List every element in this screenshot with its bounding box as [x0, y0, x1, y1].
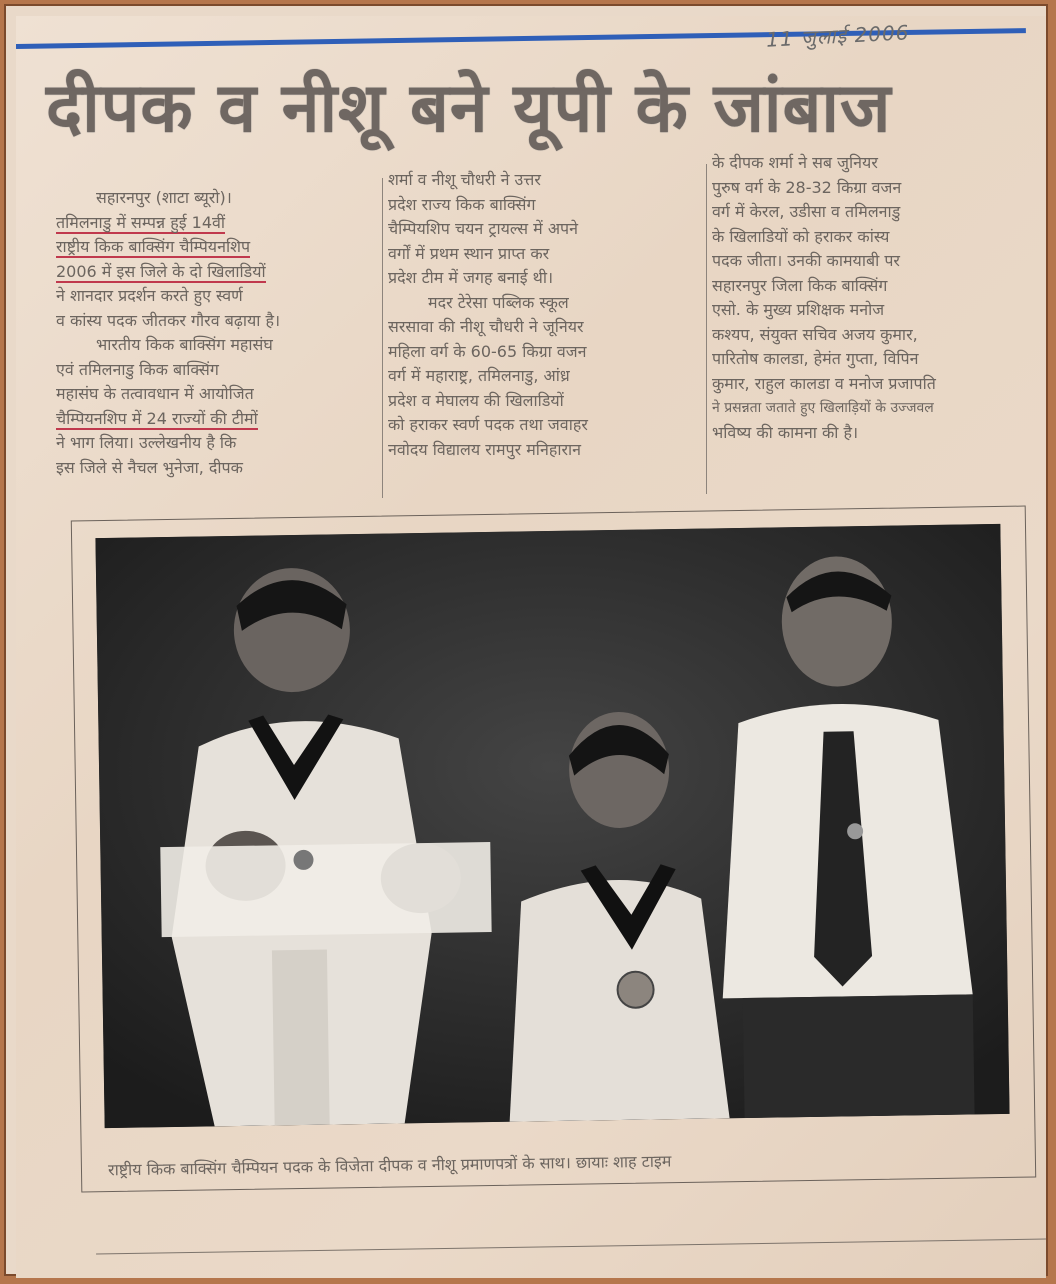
- text-line: के खिलाडियों को हराकर कांस्य: [712, 226, 890, 246]
- text-line: महासंघ के तत्वावधान में आयोजित: [56, 384, 254, 403]
- headline: दीपक व नीशू बने यूपी के जांबाज: [46, 69, 892, 148]
- text-line: को हराकर स्वर्ण पदक तथा जवाहर: [388, 415, 588, 434]
- article-column-1: [56, 186, 376, 480]
- text-line: प्रदेश राज्य किक बाक्सिंग: [388, 194, 536, 214]
- text-line: सरसावा की नीशू चौधरी ने जूनियर: [388, 317, 584, 336]
- text-line: तमिलनाडु में सम्पन्न हुई 14वीं: [56, 212, 226, 232]
- text-line: कश्यप, संयुक्त सचिव अजय कुमार,: [712, 324, 918, 344]
- handwritten-date: 11 जुलाई 2006: [765, 20, 911, 52]
- text-line: वर्ग में केरल, उडीसा व तमिलनाडु: [712, 202, 901, 221]
- text-line: ने प्रसन्नता जताते हुए खिलाड़ियों के उज्जवल: [712, 400, 934, 416]
- text-line: ने शानदार प्रदर्शन करते हुए स्वर्ण: [56, 286, 243, 305]
- text-line: वर्ग में महाराष्ट्र, तमिलनाडु, आंध्र: [388, 366, 570, 385]
- text-line: चैम्पियशिप चयन ट्रायल्स में अपने: [388, 219, 579, 238]
- text-line: भविष्य की कामना की है।: [712, 422, 859, 442]
- text-line: पुरुष वर्ग के 28-32 किग्रा वजन: [712, 177, 902, 197]
- text-line: चैम्पियनशिप में 24 राज्यों की टीमों: [56, 408, 258, 428]
- text-line: भारतीय किक बाक्सिंग महासंघ: [96, 335, 273, 354]
- photo-caption: राष्ट्रीय किक बाक्सिंग चैम्पियन पदक के विजेता दीपक व नीशू प्रमाणपत्रों के साथ। छायाः शाह टाइम: [107, 1151, 672, 1180]
- clipping-frame: [4, 4, 1048, 1276]
- text-line: सहारनपुर (शाटा ब्यूरो)।: [96, 188, 232, 207]
- text-line: ने भाग लिया। उल्लेखनीय है कि: [56, 433, 237, 452]
- column-divider: [706, 164, 707, 494]
- text-line: पदक जीता। उनकी कामयाबी पर: [712, 251, 900, 270]
- newspaper-clipping: [16, 16, 1046, 1278]
- text-line: 2006 में इस जिले के दो खिलाडियों: [56, 261, 266, 281]
- article-column-3: [712, 151, 1030, 445]
- text-line: प्रदेश टीम में जगह बनाई थी।: [388, 268, 554, 287]
- text-line: के दीपक शर्मा ने सब जुनियर: [712, 153, 878, 172]
- text-line: इस जिले से नैचल भुनेजा, दीपक: [56, 457, 243, 477]
- photo-illustration: [95, 524, 1009, 1128]
- subheading: मदर टेरेसा पब्लिक स्कूल: [428, 292, 569, 312]
- text-line: एवं तमिलनाडु किक बाक्सिंग: [56, 359, 219, 379]
- text-line: शर्मा व नीशू चौधरी ने उत्तर: [388, 170, 541, 189]
- text-line: नवोदय विद्यालय रामपुर मनिहारान: [388, 439, 582, 459]
- news-photo: [95, 524, 1009, 1128]
- text-line: राष्ट्रीय किक बाक्सिंग चैम्पियनशिप: [56, 237, 251, 256]
- text-line: पारितोष कालडा, हेमंत गुप्ता, विपिन: [712, 349, 919, 368]
- text-line: कुमार, राहुल कालडा व मनोज प्रजापति: [712, 373, 936, 393]
- text-line: महिला वर्ग के 60-65 किग्रा वजन: [388, 341, 587, 361]
- text-line: व कांस्य पदक जीतकर गौरव बढ़ाया है।: [56, 310, 281, 330]
- text-line: प्रदेश व मेघालय की खिलाडियों: [388, 390, 564, 410]
- column-divider: [382, 178, 383, 498]
- text-line: सहारनपुर जिला किक बाक्सिंग: [712, 275, 888, 295]
- text-line: एसो. के मुख्य प्रशिक्षक मनोज: [712, 300, 885, 319]
- article-column-2: [388, 168, 698, 462]
- text-line: वर्गों में प्रथम स्थान प्राप्त कर: [388, 243, 550, 263]
- bottom-rule: [96, 1239, 1046, 1255]
